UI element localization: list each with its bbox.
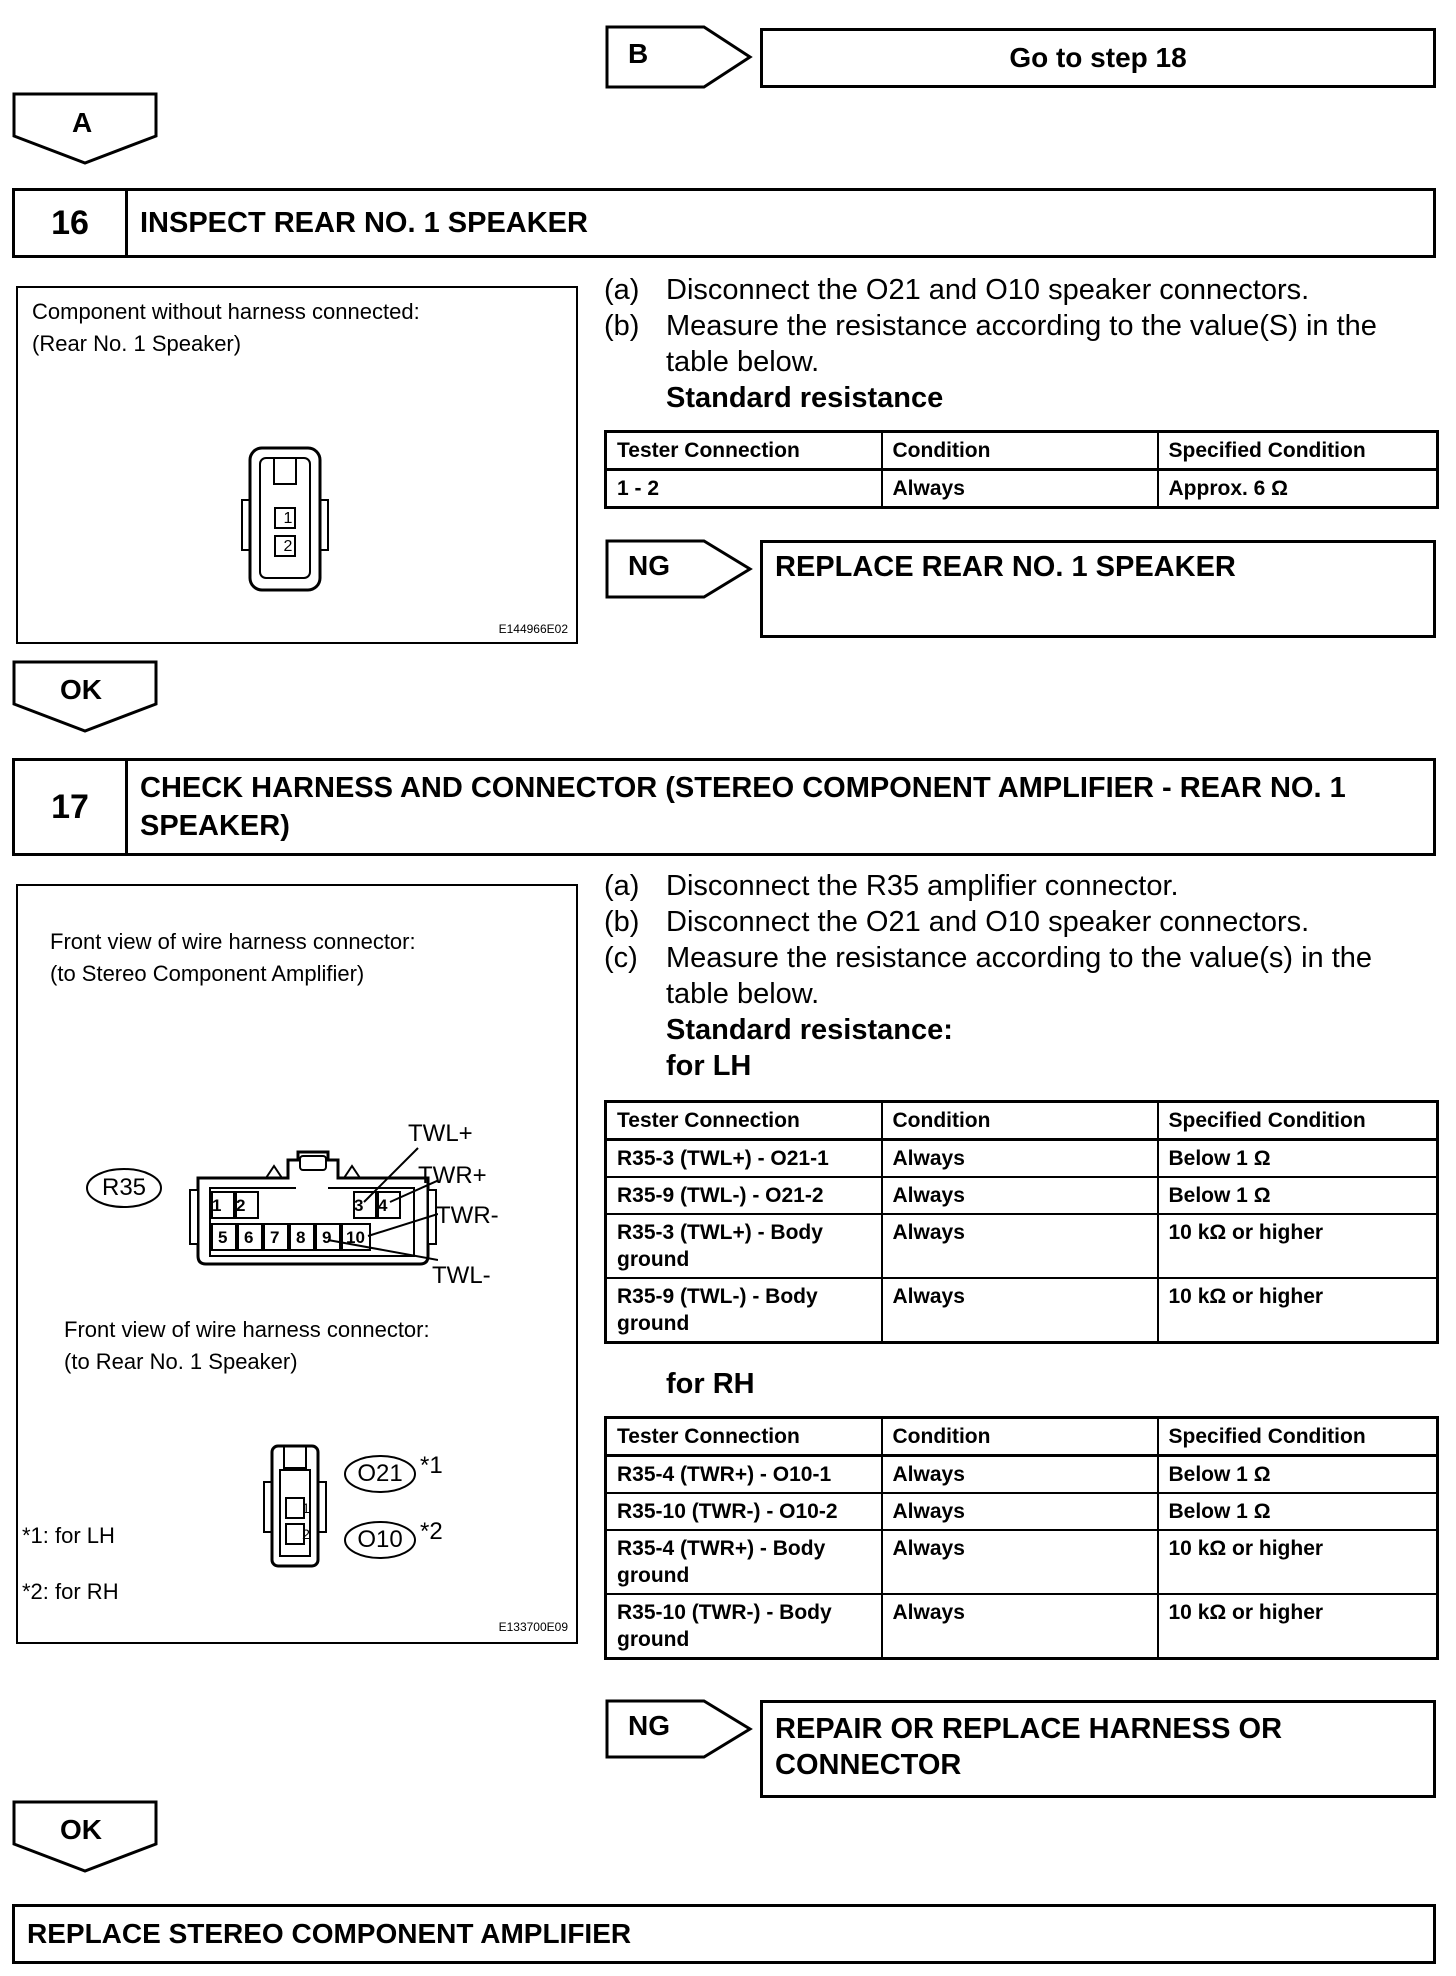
figure-code: E133700E09: [498, 1620, 568, 1634]
step-number: 16: [15, 191, 128, 255]
table-header: Specified Condition: [1158, 1102, 1438, 1140]
for-lh-heading: for LH: [666, 1050, 752, 1082]
step-title: CHECK HARNESS AND CONNECTOR (STEREO COMPONENT AMPLIFIER - REAR NO. 1 SPEAKER): [140, 772, 1346, 842]
step-16-table: [604, 430, 1439, 509]
replace-speaker-box[interactable]: [760, 540, 1436, 638]
note-lh: *1: for LH: [22, 1523, 115, 1548]
step-16-instructions: [604, 272, 1434, 416]
speaker-pin-1: 1: [283, 510, 293, 527]
ng-label: NG: [628, 550, 670, 581]
table-row: R35-3 (TWL+) - O21-1 Always Below 1 Ω: [606, 1140, 1438, 1178]
ng-action-line1: REPAIR OR REPLACE HARNESS OR: [775, 1713, 1283, 1745]
pin-1: 1: [212, 1196, 222, 1215]
ng-arrow-b: [604, 24, 754, 90]
o10-label: O10: [357, 1526, 403, 1553]
table-row: R35-9 (TWL-) - O21-2 Always Below 1 Ω: [606, 1177, 1438, 1214]
table-header: Tester Connection: [606, 432, 882, 470]
wire-twl-minus: TWL-: [432, 1262, 491, 1289]
ok-label: OK: [60, 674, 102, 705]
go-to-step-label: Go to step 18: [1009, 42, 1187, 73]
figure-caption-line1: Component without harness connected:: [32, 299, 420, 324]
wire-twr-minus: TWR-: [436, 1202, 499, 1229]
repair-harness-box[interactable]: [760, 1700, 1436, 1798]
table-header: Condition: [882, 432, 1158, 470]
instruction-a: (a) Disconnect the R35 amplifier connector.: [604, 870, 1179, 902]
r35-label: R35: [101, 1174, 147, 1201]
figure-caption2-line1: Front view of wire harness connector:: [64, 1317, 430, 1342]
instruction-a: (a) Disconnect the O21 and O10 speaker connectors.: [604, 274, 1310, 306]
table-header: Condition: [882, 1418, 1158, 1456]
ng-arrow-16: [604, 538, 754, 600]
table-row: R35-10 (TWR-) - Body ground Always 10 kΩ or higher: [606, 1594, 1438, 1659]
pin-8: 8: [296, 1228, 306, 1247]
for-rh-heading: for RH: [666, 1368, 755, 1400]
instruction-c: (c) Measure the resistance according to the value(s) in the table below.: [604, 942, 1373, 1010]
replace-amplifier-box[interactable]: [12, 1904, 1436, 1964]
wire-twl-plus: TWL+: [408, 1120, 473, 1147]
speaker-pin-2: 2: [283, 538, 293, 555]
o21-note: *1: [420, 1452, 443, 1479]
ok-label: OK: [60, 1814, 102, 1845]
pin-5: 5: [218, 1228, 228, 1247]
figure-caption2-line2: (to Rear No. 1 Speaker): [64, 1349, 298, 1374]
ng-action-line2: CONNECTOR: [775, 1749, 962, 1781]
table-header: Condition: [882, 1102, 1158, 1140]
speaker-harness-connector-icon: [260, 1442, 330, 1572]
pin-7: 7: [270, 1228, 280, 1247]
figure-caption-line2: (Rear No. 1 Speaker): [32, 331, 242, 356]
pin-10: 10: [346, 1228, 365, 1247]
table-header: Specified Condition: [1158, 432, 1438, 470]
pin-2: 2: [236, 1196, 246, 1215]
table-row: R35-3 (TWL+) - Body ground Always 10 kΩ or higher: [606, 1214, 1438, 1278]
table-header: Tester Connection: [606, 1102, 882, 1140]
amplifier-connector-icon: [188, 1138, 438, 1268]
ng-label: NG: [628, 1710, 670, 1741]
table-row: R35-4 (TWR+) - O10-1 Always Below 1 Ω: [606, 1456, 1438, 1494]
table-header: Tester Connection: [606, 1418, 882, 1456]
step-17-instructions: [604, 868, 1434, 1084]
step-16-header: [12, 188, 1436, 258]
table-row: 1 - 2 Always Approx. 6 Ω: [606, 470, 1438, 508]
a-label: A: [72, 107, 93, 138]
figure-caption1-line1: Front view of wire harness connector:: [50, 929, 416, 954]
ng-arrow-17: [604, 1698, 754, 1760]
figure-code: E144966E02: [498, 622, 568, 636]
figure-rear-speaker: [16, 286, 578, 644]
table-header: Specified Condition: [1158, 1418, 1438, 1456]
note-rh: *2: for RH: [22, 1579, 119, 1604]
table-rh: [604, 1416, 1439, 1660]
o10-note: *2: [420, 1518, 443, 1545]
b-label: B: [628, 38, 649, 69]
ng-action-label: REPLACE REAR NO. 1 SPEAKER: [775, 551, 1236, 583]
standard-resistance-heading: Standard resistance:: [666, 1014, 953, 1046]
standard-resistance-heading: Standard resistance: [666, 382, 944, 414]
table-lh: [604, 1100, 1439, 1344]
step-number: 17: [15, 761, 128, 853]
figure-harness-connectors: [16, 884, 578, 1644]
table-row: R35-9 (TWL-) - Body ground Always 10 kΩ or higher: [606, 1278, 1438, 1343]
instruction-b: (b) Measure the resistance according to the value(S) in the table below.: [604, 310, 1377, 378]
wire-twr-plus: TWR+: [418, 1162, 487, 1189]
pin-6: 6: [244, 1228, 254, 1247]
pin-4: 4: [378, 1196, 388, 1215]
o21-label: O21: [357, 1460, 403, 1487]
go-to-step-18-box[interactable]: [760, 28, 1436, 88]
table-row: R35-4 (TWR+) - Body ground Always 10 kΩ or higher: [606, 1530, 1438, 1594]
figure-caption1-line2: (to Stereo Component Amplifier): [50, 961, 365, 986]
pin-9: 9: [322, 1228, 332, 1247]
instruction-b: (b) Disconnect the O21 and O10 speaker connectors.: [604, 906, 1310, 938]
pin-3: 3: [354, 1196, 364, 1215]
step-17-header: [12, 758, 1436, 856]
final-action-label: REPLACE STEREO COMPONENT AMPLIFIER: [27, 1918, 632, 1949]
harness-pin-2: 2: [302, 1526, 310, 1542]
step-title: INSPECT REAR NO. 1 SPEAKER: [140, 207, 588, 239]
table-row: R35-10 (TWR-) - O10-2 Always Below 1 Ω: [606, 1493, 1438, 1530]
harness-pin-1: 1: [302, 1500, 310, 1516]
